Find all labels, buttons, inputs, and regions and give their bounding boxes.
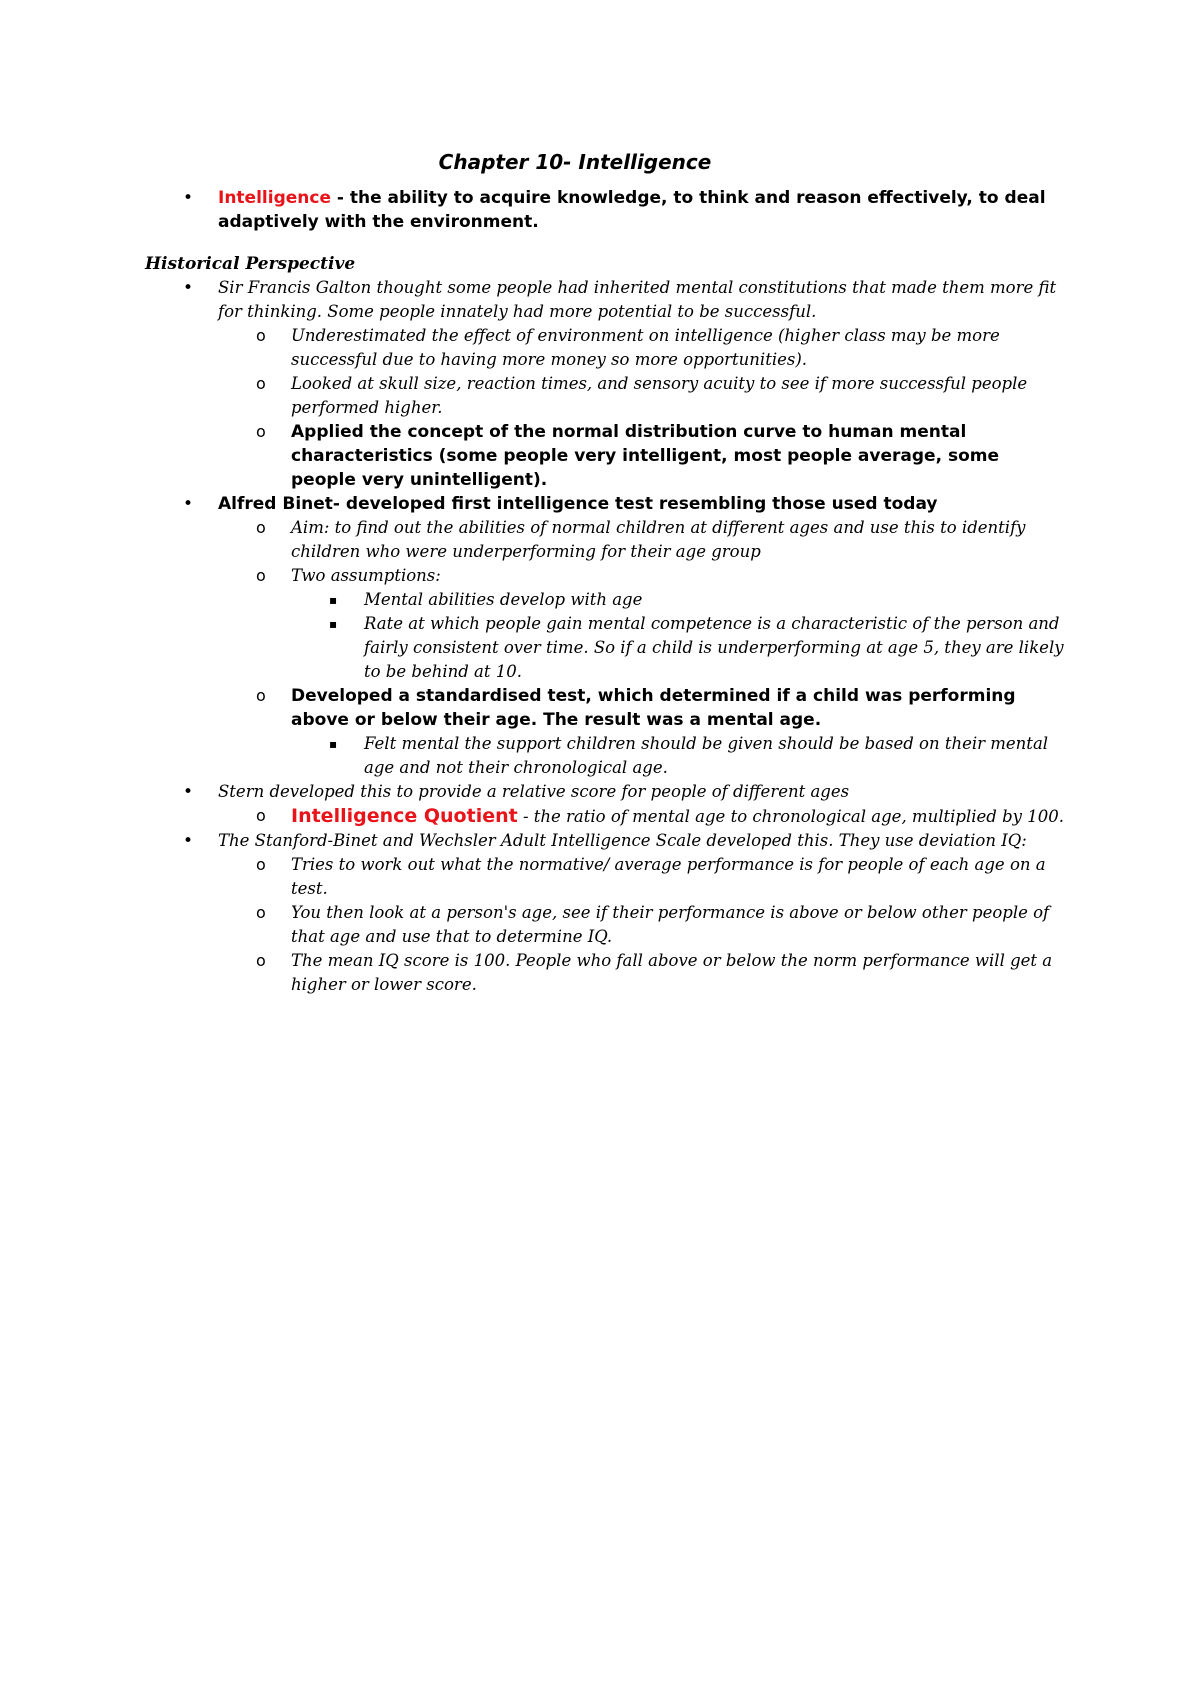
binet-felt: Felt mental the support children should be given should be based on their mental age and not their chronological age. [364,734,1049,777]
stanford-sub-3: The mean IQ score is 100. People who fall above or below the norm performance will get a higher or lower score. [291,951,1053,994]
galton-sub-3: Applied the concept of the normal distribution curve to human mental characteristics (some people very intelligent, most people average, some people very unintelligent). [291,422,999,490]
square-marker: ▪ [329,737,338,751]
list-item [218,564,1065,684]
intelligence-definition: - the ability to acquire knowledge, to think and reason effectively, to deal adaptively with the environment. [218,188,1046,232]
galton-sub-1: Underestimated the effect of environment on intelligence (higher class may be more successful due to having more money so more opportunities). [291,326,1000,369]
galton-text: Sir Francis Galton thought some people had inherited mental constitutions that made them more fit for thinking. Some people innately had more potential to be successful. [218,278,1057,321]
document-page [145,148,1065,997]
circle-marker: o [256,422,266,441]
list-item [218,516,1065,564]
list-item-stanford [145,829,1065,997]
iq-definition: - the ratio of mental age to chronological age, multiplied by 100. [517,807,1064,826]
circle-marker: o [256,855,266,874]
list-item [291,732,1065,780]
square-marker: ▪ [329,593,338,607]
list-item [218,324,1065,372]
binet-standardised: Developed a standardised test, which determined if a child was performing above or below their age. The result was a mental age. [291,686,1016,730]
circle-marker: o [256,903,266,922]
page-title: Chapter 10- Intelligence [438,150,712,174]
list-item [291,612,1065,684]
list-item [218,949,1065,997]
assumptions-sublist [291,588,1065,684]
circle-marker: o [256,326,266,345]
circle-marker: o [256,518,266,537]
stanford-sub-1: Tries to work out what the normative/ average performance is for people of each age on a test. [291,855,1046,898]
bullet-marker: • [183,782,194,802]
binet-assumptions-label: Two assumptions: [291,566,441,585]
stanford-sublist [218,853,1065,997]
stern-sublist [218,804,1065,829]
binet-sublist [218,516,1065,780]
intro-list [145,186,1065,234]
assumption-2: Rate at which people gain mental competence is a characteristic of the person and fairly consistent over time. So if a child is underperforming at age 5, they are likely to be behind at 10. [364,614,1064,681]
list-item-stern [145,780,1065,829]
bullet-marker: • [183,831,194,851]
intro-item [145,186,1065,234]
stanford-sub-2: You then look at a person's age, see if their performance is above or below other people of that age and use that to determine IQ. [291,903,1050,946]
circle-marker: o [256,951,266,970]
binet-text: Alfred Binet- developed first intelligence test resembling those used today [218,494,938,514]
binet-aim: Aim: to find out the abilities of normal children at different ages and use this to identify children who were underperforming for their age group [291,518,1026,561]
list-item [218,684,1065,780]
list-item [218,420,1065,492]
stern-text: Stern developed this to provide a relative score for people of different ages [218,782,850,801]
list-item [218,372,1065,420]
iq-term: Intelligence Quotient [291,805,518,827]
list-item [291,588,1065,612]
stanford-text: The Stanford-Binet and Wechsler Adult Intelligence Scale developed this. They use deviation IQ: [218,831,1027,850]
standardised-sublist [291,732,1065,780]
circle-marker: o [256,566,266,585]
intelligence-term: Intelligence [218,188,331,208]
assumption-1: Mental abilities develop with age [364,590,643,609]
galton-sub-2: Looked at skull size, reaction times, and sensory acuity to see if more successful people performed higher. [291,374,1028,417]
list-item [218,804,1065,829]
galton-sublist [218,324,1065,492]
section-heading: Historical Perspective [145,254,356,274]
list-item [218,853,1065,901]
bullet-marker: • [183,188,194,208]
history-list [145,276,1065,997]
circle-marker: o [256,686,266,705]
circle-marker: o [256,374,266,393]
bullet-marker: • [183,278,194,298]
list-item-galton [145,276,1065,492]
list-item [218,901,1065,949]
circle-marker: o [256,806,266,825]
list-item-binet [145,492,1065,780]
bullet-marker: • [183,494,194,514]
square-marker: ▪ [329,617,338,631]
